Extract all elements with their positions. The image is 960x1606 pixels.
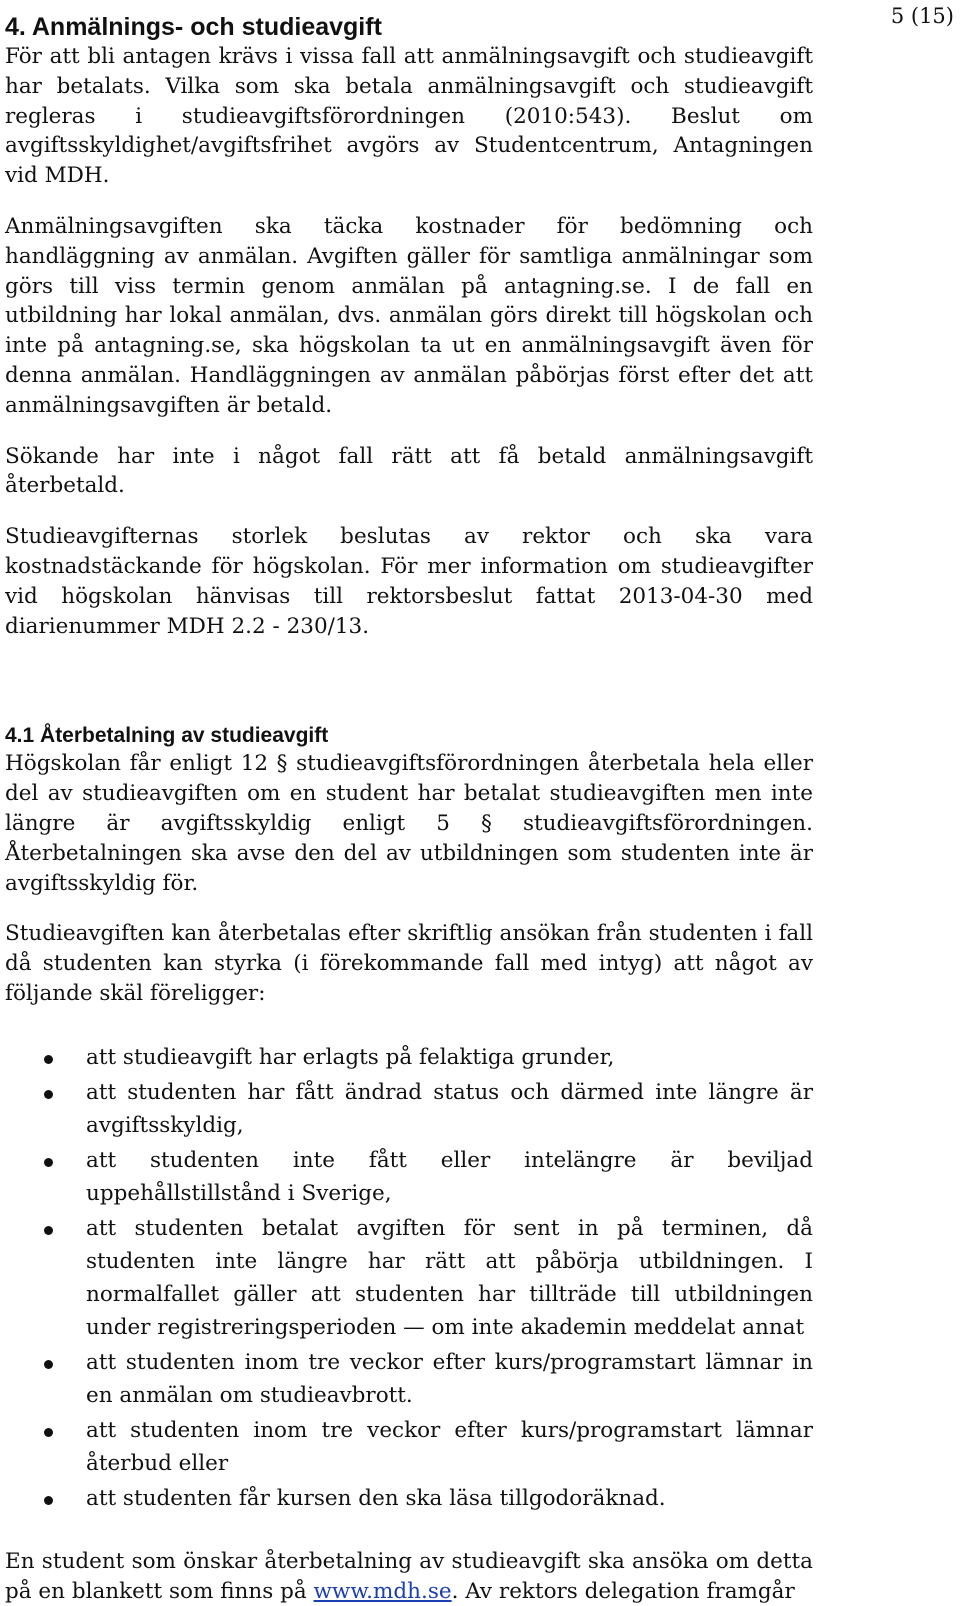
paragraph: Högskolan får enligt 12 § studieavgiftsförordningen återbetala hela eller del av studieavgiften om en student har betalat studieavgiften men inte längre är avgiftsskyldig enligt 5 § studieavgiftsförordningen. Återbetalningen ska avse den del av utbildningen som studenten inte är avgiftsskyldig för. <box>5 751 813 896</box>
list-item <box>5 1212 813 1344</box>
list-item-text: att studenten betalat avgiften för sent in på terminen, då studenten inte längre har rätt att påbörja utbildningen. I normalfallet gäller att studenten har tillträde till utbildningen under registreringsperioden — om inte akademin meddelat annat <box>86 1215 813 1340</box>
list-item-text: att studenten får kursen den ska läsa tillgodoräknad. <box>86 1485 666 1511</box>
paragraph: För att bli antagen krävs i vissa fall att anmälningsavgift och studieavgift har betalats. Vilka som ska betala anmälningsavgift och studieavgift regleras i studieavgiftsförordningen (2010:543). Beslut om avgiftsskyldighet/avgiftsfrihet avgörs av Studentcentrum, Antagningen vid MDH. <box>5 44 813 189</box>
list-item <box>5 1414 813 1480</box>
paragraph: Studieavgifternas storlek beslutas av rektor och ska vara kostnadstäckande för högskolan. För mer information om studieavgifter vid högskolan hänvisas till rektorsbeslut fattat 2013-04-30 med diarienummer MDH 2.2 - 230/13. <box>5 524 813 639</box>
list-item-text: att studenten har fått ändrad status och därmed inte längre är avgiftsskyldig, <box>86 1079 813 1138</box>
reasons-list <box>5 1041 813 1515</box>
bullet-icon <box>44 1055 53 1064</box>
list-item-text: att studenten inom tre veckor efter kurs/programstart lämnar in en anmälan om studieavbrott. <box>86 1349 813 1408</box>
list-item <box>5 1482 813 1515</box>
bullet-icon <box>44 1090 53 1099</box>
paragraph: Sökande har inte i något fall rätt att få betald anmälningsavgift återbetald. <box>5 443 813 499</box>
list-item-text: att studenten inte fått eller intelängre är beviljad uppehållstillstånd i Sverige, <box>86 1147 813 1206</box>
list-item <box>5 1076 813 1142</box>
final-text-before-link: En student som önskar återbetalning av studieavgift ska ansöka om detta på en blankett som finns på <box>5 1548 813 1604</box>
list-item <box>5 1041 813 1074</box>
list-item-text: att studieavgift har erlagts på felaktiga grunder, <box>86 1044 615 1070</box>
document-body <box>5 12 813 1606</box>
bullet-icon <box>44 1360 53 1369</box>
list-item <box>5 1144 813 1210</box>
final-text-after-link: . Av rektors delegation framgår <box>451 1578 795 1604</box>
mdh-website-link[interactable]: www.mdh.se <box>313 1578 452 1604</box>
paragraph: Studieavgiften kan återbetalas efter skriftlig ansökan från studenten i fall då studenten kan styrka (i förekommande fall med intyg) att något av följande skäl föreligger: <box>5 921 813 1006</box>
bullet-icon <box>44 1158 53 1167</box>
list-item <box>5 1346 813 1412</box>
list-item-text: att studenten inom tre veckor efter kurs/programstart lämnar återbud eller <box>86 1417 813 1476</box>
bullet-icon <box>44 1428 53 1437</box>
page-number: 5 (15) <box>890 4 954 28</box>
bullet-icon <box>44 1496 53 1505</box>
paragraph: Anmälningsavgiften ska täcka kostnader för bedömning och handläggning av anmälan. Avgiften gäller för samtliga anmälningar som görs till viss termin genom anmälan på antagning.se. I de fall en utbildning har lokal anmälan, dvs. anmälan görs direkt till högskolan och inte på antagning.se, ska högskolan ta ut en anmälningsavgift även för denna anmälan. Handläggningen av anmälan påbörjas först efter det att anmälningsavgiften är betald. <box>5 213 813 418</box>
bullet-icon <box>44 1226 53 1235</box>
section-heading: 4. Anmälnings- och studieavgift <box>5 13 382 41</box>
paragraph <box>5 1547 813 1606</box>
subsection-heading: 4.1 Återbetalning av studieavgift <box>5 724 329 748</box>
